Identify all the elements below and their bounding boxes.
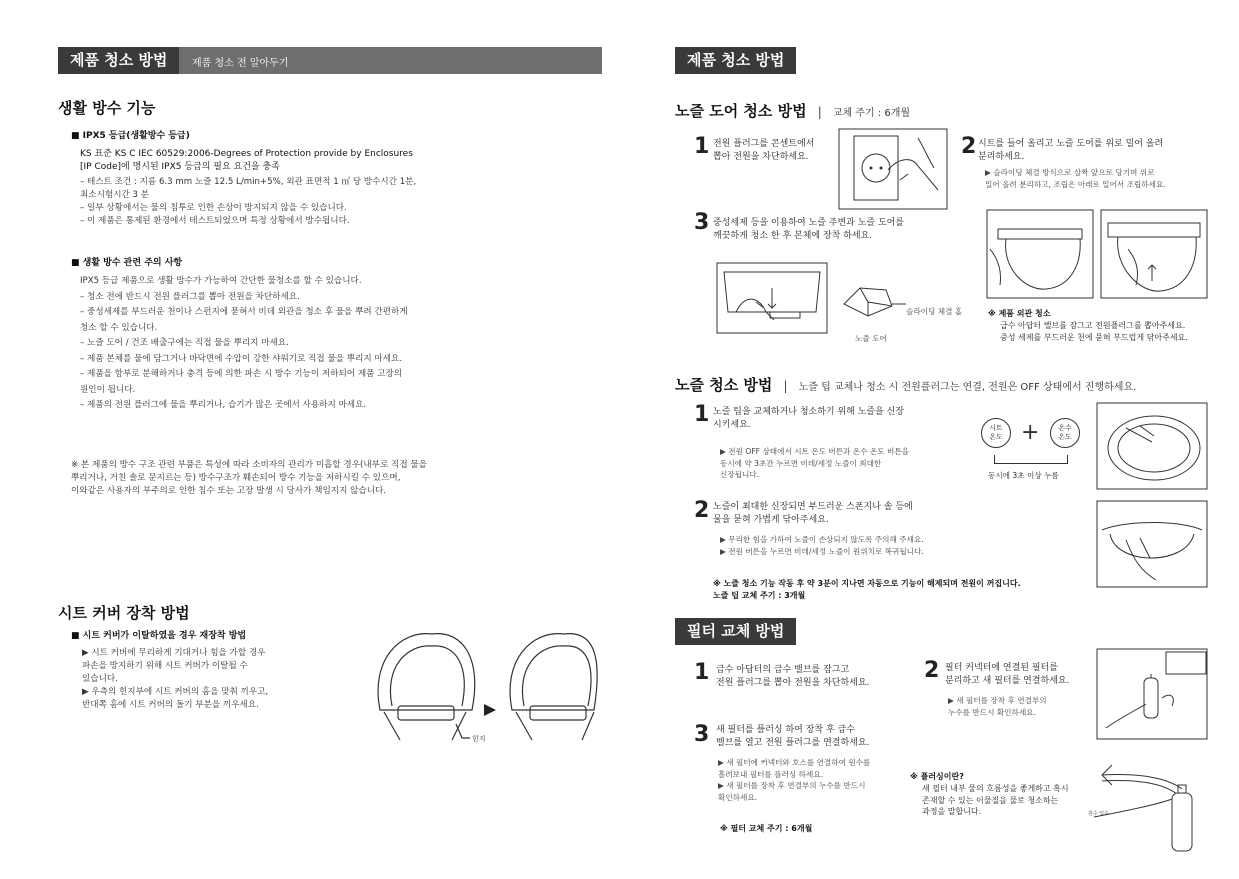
sub-line: ▶ 새 필터에 커넥터와 호스를 연결하여 원수를 — [718, 758, 871, 767]
filter-title: 필터 교체 방법 — [675, 618, 796, 645]
hinge-label: 힌지 — [472, 735, 486, 743]
left-header-bar — [58, 47, 602, 74]
caution-title: ■ 생활 방수 관련 주의 사항 — [71, 258, 183, 268]
button-label: 온도 — [1058, 433, 1072, 441]
filter-step-3-num: 3 — [694, 722, 710, 747]
sub-line: 확인하세요. — [718, 792, 758, 802]
sub-line: 흘려보내 필터를 플러싱 하세요. — [718, 769, 824, 779]
list-item: 있습니다. — [82, 674, 118, 684]
step-line: 중성세제 등을 이용하여 노즐 주변과 노즐 도어를 — [713, 218, 905, 228]
list-item: ▶ 우측의 힌지부에 시트 커버의 홈을 맞춰 끼우고, — [82, 687, 269, 697]
seat-cover-illustration — [370, 630, 600, 748]
filter-cycle: ※ 필터 교체 주기 : 6개월 — [720, 824, 813, 833]
seat-temp-button — [981, 418, 1011, 448]
press-label: 동시에 3초 이상 누름 — [988, 471, 1059, 480]
seat-sub: ■ 시트 커버가 이탈하였을 경우 재장착 방법 — [71, 631, 247, 641]
caution-list — [80, 274, 408, 414]
list-item: – 중성세제를 부드러운 천이나 스펀지에 묻혀서 비데 외관을 청소 후 물을 뿌려 간편하게 — [80, 307, 408, 317]
step-line: 분리하세요. — [978, 152, 1025, 162]
list-item: – 청소 전에 반드시 전원 플러그를 뽑아 전원을 차단하세요. — [80, 291, 300, 302]
list-item: – 테스트 조건 : 지름 6.3 mm 노즐 12.5 L/min+5%, 외관 표면적 1 ㎡ 당 방수시간 1분, — [80, 177, 417, 187]
outlet-illustration — [838, 128, 948, 210]
nozzle-extend-illustration — [1096, 402, 1208, 490]
sub-line: ▶ 전원 OFF 상태에서 시트 온도 버튼과 온수 온도 버튼을 — [720, 447, 909, 456]
sub-line: ▶ 무리한 힘을 가하여 노즐이 손상되지 않도록 주의해 주세요. — [720, 535, 924, 544]
door-step-2 — [978, 138, 1163, 164]
filter-step-2-num: 2 — [924, 658, 940, 683]
nozzle-title-row — [675, 374, 1136, 395]
sub-line: ▶ 슬라이딩 체결 방식으로 살짝 앞으로 당기며 위로 — [985, 168, 1155, 177]
seat-title: 시트 커버 장착 방법 — [58, 604, 190, 622]
nozzle-step-1-num: 1 — [694, 402, 710, 427]
note-line: 노즐 팁 교체 주기 : 3개월 — [713, 591, 806, 600]
filter-step-2 — [945, 662, 1069, 688]
list-item: ▶ 시트 커버에 무리하게 기대거나 힘을 가할 경우 — [82, 648, 266, 658]
note-line: 이와같은 사용자의 부주의로 인한 침수 또는 고장 발생 시 당사가 책임지지 않습니다. — [71, 486, 387, 496]
filter-step-1 — [716, 664, 869, 690]
nozzle-step-2-sub — [720, 534, 924, 557]
filter-step-2-sub — [948, 695, 1047, 718]
exterior-title: ※ 제품 외관 청소 — [988, 309, 1051, 318]
water-temp-button — [1050, 418, 1080, 448]
right-header-tag-wrap — [675, 47, 796, 74]
press-bracket — [994, 455, 1068, 464]
list-item: 최소시험시간 3 분 — [80, 190, 150, 200]
note-line: ※ 노즐 청소 기능 작동 후 약 3분이 지나면 자동으로 기능이 해제되며 전원이 꺼집니다. — [713, 579, 1021, 588]
sub-line: ▶ 전원 버튼을 누르면 비데/세정 노즐이 원위치로 복귀됩니다. — [720, 546, 924, 556]
sub-line: 누수를 반드시 확인하세요. — [948, 707, 1036, 717]
door-title: 노즐 도어 청소 방법 — [675, 102, 807, 120]
list-item: – 제품 본체를 물에 담그거나 바닥면에 수압이 강한 샤워기로 직접 물을 뿌리지 마세요. — [80, 353, 403, 364]
note-line: ※ 본 제품의 방수 구조 관련 부품은 특성에 따라 소비자의 관리가 미흡할 경우(내부로 직접 물을 — [71, 460, 427, 470]
flush-text — [922, 783, 1069, 818]
filter-connect-illustration — [1096, 648, 1208, 740]
door-cycle: 교체 주기 : 6개월 — [832, 108, 911, 119]
step-line: 전원 플러그를 콘센트에서 — [713, 139, 815, 149]
note-line: 뿌리거나, 거친 솔로 문지르는 등) 방수구조가 훼손되어 방수 기능을 저하시킬 수 있으며, — [71, 473, 401, 483]
flush-title: ※ 플러싱이란? — [910, 772, 964, 781]
left-header-tag: 제품 청소 방법 — [58, 47, 179, 74]
sub-line: 동시에 약 3초간 누르면 비데/세정 노즐이 최대한 — [720, 458, 882, 468]
step-line: 새 필터를 플러싱 하여 장착 후 급수 — [716, 725, 855, 735]
nozzle-step-1 — [713, 406, 904, 432]
nozzle-step-2 — [713, 501, 913, 527]
step-line: 분리하고 새 필터를 연결하세요. — [945, 676, 1070, 686]
door-clean-illustration — [716, 262, 828, 334]
nozzle-title: 노즐 청소 방법 — [675, 376, 773, 394]
sub-line: 과정을 말합니다. — [922, 807, 982, 816]
step-line: 시트를 들어 올리고 노즐 도어를 위로 밀어 올려 — [978, 139, 1164, 149]
nozzle-desc: 노즐 팁 교체나 청소 시 전원플러그는 연결, 전원은 OFF 상태에서 진행하세요. — [798, 382, 1137, 393]
sub-line: 밀어 올려 분리하고, 조립은 아래로 밀어서 조립하세요. — [985, 179, 1166, 189]
flushing-illustration — [1086, 755, 1208, 855]
nozzle-note — [713, 578, 1021, 602]
filter-step-1-num: 1 — [694, 660, 710, 685]
slide-label: 슬라이딩 체결 홈 — [906, 307, 963, 316]
seat-list — [82, 647, 268, 712]
step-line: 뽑아 전원을 차단하세요. — [713, 152, 809, 162]
list-item: – 이 제품은 통제된 환경에서 테스트되었으며 특정 상황에서 방수됩니다. — [80, 216, 350, 226]
waterproof-title: 생활 방수 기능 — [58, 99, 156, 117]
waterproof-list — [80, 176, 416, 228]
button-label: 온도 — [989, 433, 1003, 441]
list-item: 원인이 됩니다. — [80, 384, 136, 395]
sub-line: 존재할 수 있는 이물질을 물로 청소하는 — [922, 795, 1059, 805]
button-label: 온수 — [1058, 424, 1072, 432]
std-line-2: [IP Code]에 명시된 IPX5 등급의 필요 요건을 충족 — [80, 162, 280, 172]
door-title-row — [675, 100, 910, 121]
filter-step-3 — [716, 724, 869, 750]
sub-line: 새 필터 내부 물의 흐름성을 좋게하고 혹시 — [922, 784, 1069, 793]
step-line: 필터 커넥터에 연결된 필터를 — [945, 663, 1058, 673]
sub-line: ▶ 새 필터를 장착 후 연결부의 — [948, 696, 1047, 705]
door-step-3-num: 3 — [694, 210, 710, 235]
std-line-1: KS 표준 KS C IEC 60529:2006-Degrees of Protection provide by Enclosures — [80, 149, 413, 159]
list-item: 청소 할 수 있습니다. — [80, 322, 158, 333]
exterior-text — [1000, 320, 1188, 343]
step-line: 노즐이 최대한 신장되면 부드러운 스폰지나 솔 등에 — [713, 502, 913, 512]
door-step-1-num: 1 — [694, 134, 710, 159]
list-item: – 제품의 전원 플러그에 물을 뿌리거나, 습기가 많은 곳에서 사용하지 마세요. — [80, 400, 367, 410]
sub-line: 중성 세제를 부드러운 천에 묻혀 부드럽게 닦아주세요. — [1000, 332, 1188, 342]
step-line: 밸브를 열고 전원 플러그를 연결하세요. — [716, 738, 870, 748]
nozzle-step-1-sub — [720, 446, 909, 481]
waterproof-note — [71, 459, 427, 498]
list-item: 파손을 방지하기 위해 시트 커버가 이탈될 수 — [82, 661, 248, 671]
right-header-tag: 제품 청소 방법 — [675, 47, 796, 74]
button-label: 시트 — [989, 424, 1003, 432]
list-item: – 일부 상황에서는 물의 침투로 인한 손상이 방지되지 않을 수 있습니다. — [80, 203, 347, 213]
sub-line: 급수 아답터 밸브를 잠그고 전원플러그를 뽑아주세요. — [1000, 321, 1186, 330]
door-step-2-num: 2 — [961, 134, 977, 159]
door-step-1 — [713, 138, 814, 164]
title-divider: | — [783, 379, 788, 393]
ipx-title: ■ IPX5 등급(생활방수 등급) — [71, 131, 190, 141]
filter-title-wrap — [675, 618, 796, 645]
plus-sign: + — [1021, 420, 1040, 445]
title-divider: | — [817, 105, 822, 119]
left-header-subtitle: 제품 청소 전 알아두기 — [192, 58, 289, 69]
list-item: 반대쪽 홈에 시트 커버의 돌기 부분을 끼우세요. — [82, 700, 259, 710]
list-item: – 제품을 함부로 분해하거나 충격 등에 의한 파손 시 방수 기능이 저하되어 제품 고장의 — [80, 369, 403, 379]
seat-lift-illustration-2 — [1100, 209, 1208, 299]
step-line: 물을 묻혀 가볍게 닦아주세요. — [713, 515, 829, 525]
step-line: 깨끗하게 청소 한 후 본체에 장착 하세요. — [713, 231, 873, 241]
step-line: 시키세요. — [713, 420, 751, 430]
filter-step-3-sub — [718, 757, 870, 803]
nozzle-wipe-illustration — [1096, 500, 1208, 588]
step-line: 전원 플러그를 뽑아 전원을 차단하세요. — [716, 678, 870, 688]
door-step-2-sub — [985, 167, 1166, 190]
door-step-3 — [713, 217, 904, 243]
seat-lift-illustration-1 — [986, 209, 1094, 299]
list-item: – 노즐 도어 / 건조 배출구에는 직접 물을 뿌리지 마세요. — [80, 338, 289, 348]
nozzle-door-part — [838, 282, 908, 322]
step-line: 급수 아답터의 급수 밸브를 잠그고 — [716, 665, 850, 675]
sub-line: ▶ 새 필터를 장착 후 연결부의 누수를 반드시 — [718, 781, 866, 790]
sub-line: 신장됩니다. — [720, 470, 760, 479]
list-item: IPX5 등급 제품으로 생활 방수가 가능하여 간단한 물청소를 할 수 있습니다. — [80, 276, 362, 286]
step-line: 노즐 팁을 교체하거나 청소하기 위해 노즐을 신장 — [713, 407, 905, 417]
door-label: 노즐 도어 — [855, 334, 887, 343]
nozzle-step-2-num: 2 — [694, 498, 710, 523]
flow-label: 원수 입수 — [1088, 811, 1109, 817]
